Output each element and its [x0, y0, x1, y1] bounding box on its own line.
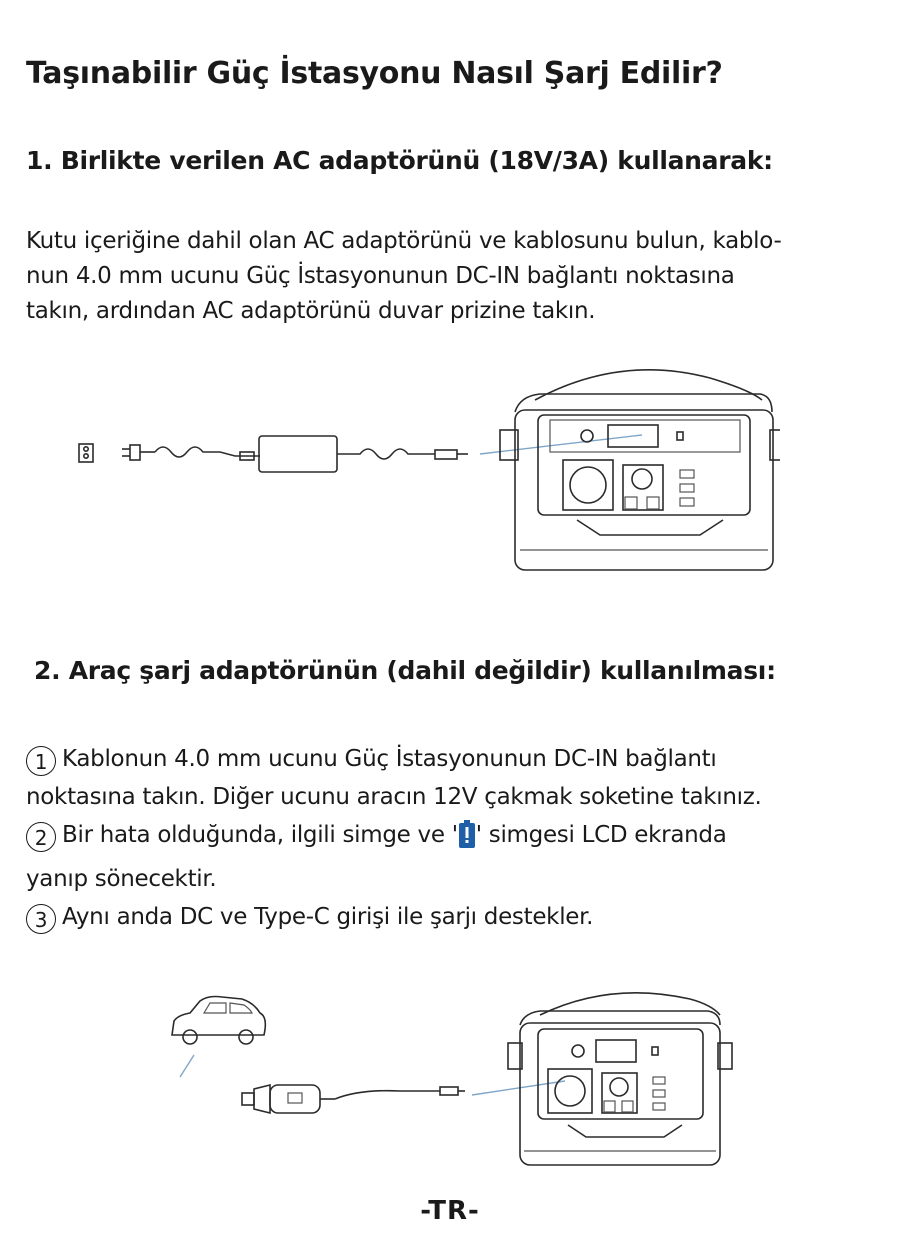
section-2-list [26, 740, 876, 936]
list-item-continuation: noktasına takın. Diğer ucunu aracın 12V çakmak soketine takınız. [26, 784, 762, 810]
battery-warning-icon [458, 820, 476, 860]
list-item-continuation: yanıp sönecektir. [26, 866, 217, 892]
wall-outlet-icon [79, 444, 93, 462]
list-item [26, 898, 876, 936]
power-station-icon [508, 993, 732, 1165]
footer-language-code: -TR- [420, 1196, 480, 1226]
number-badge: 3 [26, 904, 56, 934]
ac-plug-icon [122, 445, 155, 460]
ac-adapter-brick [259, 436, 337, 472]
list-item [26, 816, 876, 860]
car-charging-illustration [160, 985, 740, 1175]
power-station-icon [500, 370, 780, 570]
car-charger-plug-icon [242, 1085, 335, 1113]
list-item [26, 740, 876, 778]
ac-adapter-charging-illustration [60, 360, 780, 590]
list-item-text: Kablonun 4.0 mm ucunu Güç İstasyonunun DC-IN bağlantı [62, 746, 717, 772]
list-item-text: Aynı anda DC ve Type-C girişi ile şarjı destekler. [62, 904, 594, 930]
number-badge: 1 [26, 746, 56, 776]
section-1-line: nun 4.0 mm ucunu Güç İstasyonunun DC-IN bağlantı noktasına [26, 263, 735, 289]
section-1-line: Kutu içeriğine dahil olan AC adaptörünü ve kablosunu bulun, kablo- [26, 228, 782, 254]
section-1-paragraph [26, 224, 876, 329]
car-icon [172, 997, 265, 1045]
section-1-heading: 1. Birlikte verilen AC adaptörünü (18V/3A) kullanarak: [26, 146, 773, 175]
list-item-text: Bir hata olduğunda, ilgili simge ve ' [62, 822, 458, 848]
section-1-line: takın, ardından AC adaptörünü duvar prizine takın. [26, 298, 596, 324]
list-item-text: ' simgesi LCD ekranda [475, 822, 727, 848]
section-2-heading: 2. Araç şarj adaptörünün (dahil değildir) kullanılması: [34, 656, 776, 685]
number-badge: 2 [26, 822, 56, 852]
page-title: Taşınabilir Güç İstasyonu Nasıl Şarj Edilir? [26, 56, 723, 91]
